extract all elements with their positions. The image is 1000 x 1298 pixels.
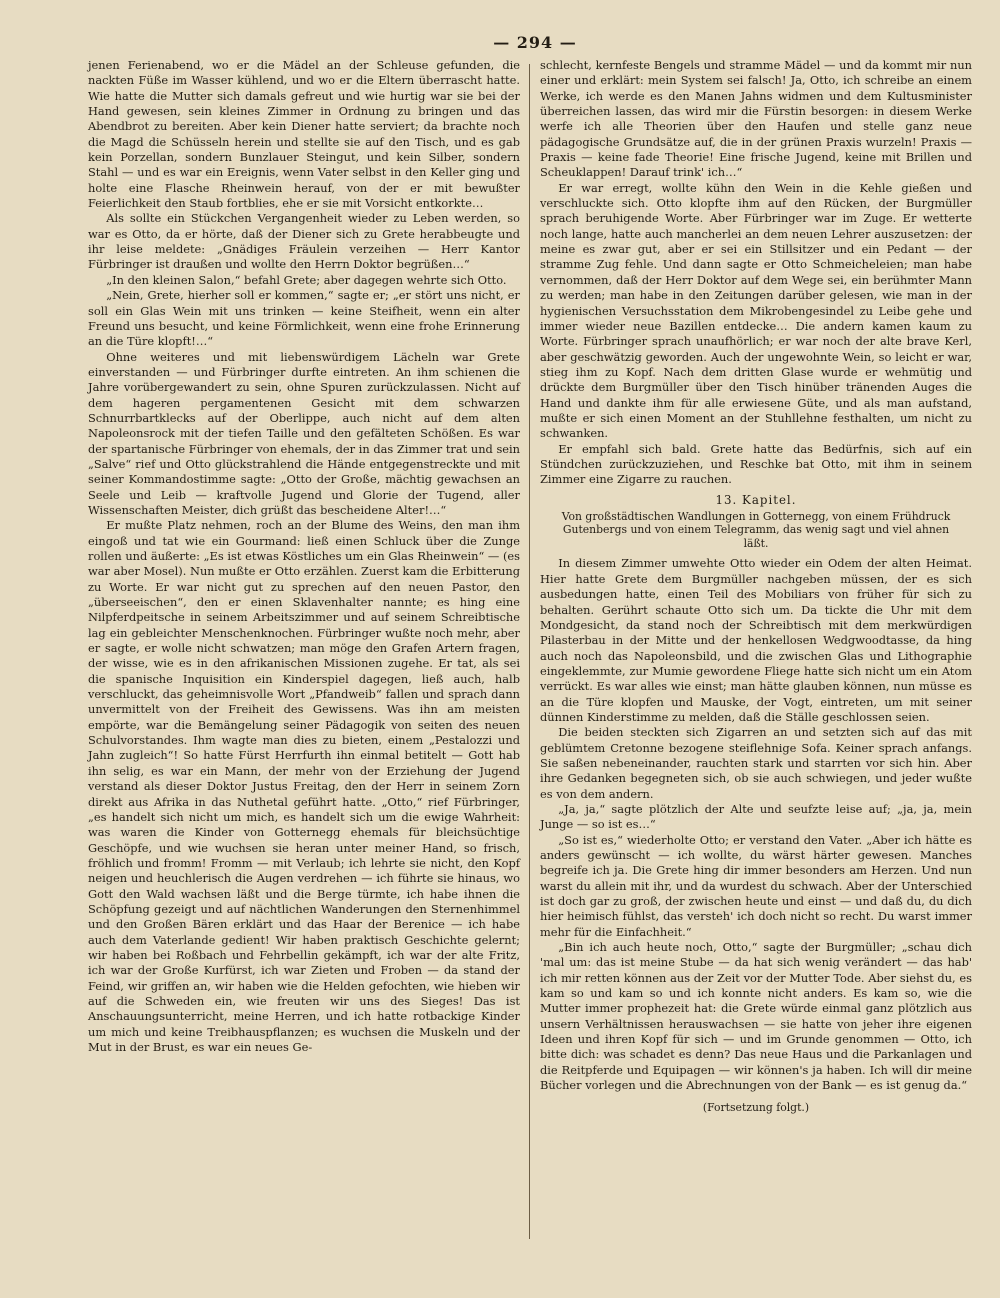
paragraph: schlecht, kernfeste Bengels und stramme Mädel — und da kommt mir nun einer und erklärt: mein System sei falsch! Ja, Otto, ich schreibe an einem Werke, ich werde es den Manen Jahns widmen und dem Kultusminister überreichen lassen, das wird mir die Fürstin besorgen: in diesem Werke werfe ich alle Theorien über den Haufen und stelle ganz neue pädagogische Grundsätze auf, die in der grünen Praxis wurzeln! Praxis — Praxis — keine fade Theorie! Eine frische Jugend, keine mit Brillen und Scheuklappen! Darauf trink' ich…“ bbox=[540, 58, 972, 180]
paragraph: jenen Ferienabend, wo er die Mädel an der Schleuse gefunden, die nackten Füße im Wasser kühlend, und wo er die Eltern überrascht hatte. Wie hatte die Mutter sich damals gefreut und wie hurtig war sie bei der Hand gewesen, sein kleines Zimmer in Ordnung zu bringen und das Abendbrot zu bereiten. Aber kein Diener hatte serviert; da brachte noch die Magd die Schüsseln herein und stellte sie auf den Tisch, und es gab kein Porzellan, sondern Bunzlauer Steingut, und kein Silber, sondern Stahl — und es war ein Ereignis, wenn Vater selbst in den Keller ging und holte eine Flasche Rheinwein herauf, von der er mit bewußter Feierlichkeit den Staub fortblies, ehe er sie mit Vorsicht entkorkte… bbox=[88, 58, 520, 211]
left-column bbox=[88, 58, 520, 1055]
continuation-note: (Fortsetzung folgt.) bbox=[702, 1100, 810, 1114]
chapter-title: 13. Kapitel. bbox=[715, 492, 797, 507]
paragraph: „In den kleinen Salon,“ befahl Grete; aber dagegen wehrte sich Otto. bbox=[106, 272, 507, 287]
page-number: — 294 — bbox=[493, 33, 577, 52]
column-divider bbox=[529, 64, 530, 1239]
paragraph: „So ist es,“ wiederholte Otto; er verstand den Vater. „Aber ich hätte es anders gewünscht — ich wollte, du wärst härter gewesen. Manches begreife ich ja. Die Grete hing dir immer besonders am Herzen. Und nun warst du allein mit ihr, und da wurdest du schwach. Aber der Unterschied ist doch gar zu groß, der zwischen heute und einst — und daß du, du dich hier heimisch fühlst, das versteh' ich doch nicht so recht. Du warst immer mehr für die Einfachheit.“ bbox=[540, 832, 972, 939]
right-column bbox=[540, 58, 972, 1115]
chapter-summary: Von großstädtischen Wandlungen in Gotternegg, von einem Frühdruck Gutenbergs und von einem Telegramm, das wenig sagt und viel ahnen läßt. bbox=[561, 509, 951, 550]
paragraph: Ohne weiteres und mit liebenswürdigem Lächeln war Grete einverstanden — und Fürbringer durfte eintreten. An ihm schienen die Jahre vorübergewandert zu sein, ohne Spuren zurückzulassen. Nicht auf dem hageren pergamentenen Gesicht mit dem schwarzen Schnurrbartklecks auf der Oberlippe, auch nicht auf dem alten Napoleonsrock mit der tiefen Taille und den gefälteten Schößen. Es war der spartanische Fürbringer von ehemals, der in das Zimmer trat und sein „Salve“ rief und Otto glückstrahlend die Hände entgegenstreckte und mit seiner Kommandostimme sagte: „Otto der Große, mächtig gewachsen an Seele und Leib — kraftvolle Jugend und Glorie der Tugend, aller Wissenschaften Meister, dich grüßt das bescheidene Alter!…“ bbox=[88, 349, 521, 517]
paragraph: „Bin ich auch heute noch, Otto,“ sagte der Burgmüller; „schau dich 'mal um: das ist meine Stube — da hat sich wenig verändert — das hab' ich mir retten können aus der Zeit vor der Mutter Tode. Aber siehst du, es kam so und kam so und ich konnte nicht anders. Es kam so, wie die Mutter immer prophezeit hat: die Grete würde einmal ganz plötzlich aus unsern Verhältnissen herauswachsen — sie hatte von jeher ihre eigenen Ideen und ihren Kopf für sich — und im Grunde genommen — Otto, ich bitte dich: was schadet es denn? Das neue Haus und die Parkanlagen und die Reitpferde und Equipagen — wir können's ja haben. Ich will dir meine Bücher vorlegen und die Abrechnungen von der Bank — es ist genug da.“ bbox=[540, 940, 972, 1093]
paragraph: In diesem Zimmer umwehte Otto wieder ein Odem der alten Heimat. Hier hatte Grete dem Burgmüller nachgeben müssen, der es sich ausbedungen hatte, einen Teil des Mobiliars von früher für sich zu behalten. Gerührt schaute Otto sich um. Da tickte die Uhr mit dem Mondgesicht, da stand noch der Schreibtisch mit dem merkwürdigen Pilasterbau in der Mitte und der henkellosen Wedgwoodtasse, da hing auch noch das Napoleonsbild, und die zwischen Glas und Lithographie eingeklemmte, zur Mumie gewordene Fliege hatte sich nicht um ein Atom verrückt. Es war alles wie einst; man hätte glauben können, nun müsse es an die Türe klopfen und Mauske, der Vogt, eintreten, um mit seiner dünnen Kinderstimme zu melden, daß die Ställe geschlossen seien. bbox=[540, 556, 972, 724]
paragraph: Als sollte ein Stückchen Vergangenheit wieder zu Leben werden, so war es Otto, da er hörte, daß der Diener sich zu Grete herabbeugte und ihr leise meldete: „Gnädiges Fräulein verzeihen — Herr Kantor Fürbringer ist draußen und wollte den Herrn Doktor begrüßen…“ bbox=[88, 211, 520, 272]
paragraph: Er empfahl sich bald. Grete hatte das Bedürfnis, sich auf ein Stündchen zurückzuziehen, und Reschke bat Otto, mit ihm in seinem Zimmer eine Zigarre zu rauchen. bbox=[540, 441, 972, 487]
paragraph: Die beiden steckten sich Zigarren an und setzten sich auf das mit geblümtem Cretonne bezogene steiflehnige Sofa. Keiner sprach anfangs. Sie saßen nebeneinander, rauchten stark und starrten vor sich hin. Aber ihre Gedanken begegneten sich, ob sie auch schwiegen, und jeder wußte es von dem andern. bbox=[540, 725, 972, 801]
paragraph: „Ja, ja,“ sagte plötzlich der Alte und seufzte leise auf; „ja, ja, mein Junge — so ist es…“ bbox=[540, 801, 972, 832]
paragraph: „Nein, Grete, hierher soll er kommen,“ sagte er; „er stört uns nicht, er soll ein Glas Wein mit uns trinken — keine Steifheit, wenn ein alter Freund uns besucht, und keine Förmlichkeit, wenn eine frohe Erinnerung an die Türe klopft!…“ bbox=[88, 288, 520, 349]
paragraph: Er mußte Platz nehmen, roch an der Blume des Weins, den man ihm eingoß und tat wie ein Gourmand: ließ einen Schluck über die Zunge rollen und äußerte: „Es ist etwas Köstliches um ein Glas Rheinwein“ — (es war aber Mosel). Nun mußte er Otto erzählen. Zuerst kam die Erbitterung zu Worte. Er war nicht gut zu sprechen auf den neuen Pastor, den „überseeischen“, den er einen Sklavenhalter nannte; es hing eine Nilpferdpeitsche in seinem Arbeitszimmer und auf seinem Schreibtische lag ein gebleichter Menschenknochen. Fürbringer wußte noch mehr, aber er sagte, er wolle nicht schwatzen; man möge den Grafen Artern fragen, der wisse, wie es in den afrikanischen Missionen zugehe. Er tat, als sei die spanische Inquisition ein Kinderspiel dagegen, ließ auch, halb verschluckt, das geheimnisvolle Wort „Pfandweib“ fallen und sprach dann unvermittelt von der Freiheit des Gewissens. Was ihn am meisten empörte, war die Bemängelung seiner Pädagogik von seiten des neuen Schulvorstandes. Ihm wagte man dies zu bieten, einem „Pestalozzi und Jahn zugleich“! So hatte Fürst Herrfurth ihn einmal betitelt — Gott hab ihn selig, es war ein Mann, der mehr von der Erziehung der Jugend verstand als dieser Doktor Justus Freitag, den der Herr in seinem Zorn direkt aus Afrika in das Nuthetal geführt hatte. „Otto,“ rief Fürbringer, „es handelt sich nicht um mich, es handelt sich um die ewige Wahrheit: was waren die Kinder von Gotternegg ehemals für bleichsüchtige Geschöpfe, und wie wuchsen sie heran unter meiner Hand, so frisch, fröhlich und fromm! Fromm — mit Verlaub; ich lehrte sie nicht, den Kopf neigen und heuchlerisch die Augen verdrehen — ich führte sie hinaus, wo Gott den Wald wachsen läßt und die Berge türmte, ich habe ihnen die Schöpfung gezeigt und auf nächtlichen Wanderungen den Sternenhimmel und den Großen Bären erklärt und das Haar der Berenice — ich habe auch dem Vaterlande gedient! Wir haben praktisch Geschichte gelernt; wir haben bei Roßbach und Fehrbellin gekämpft, ich war der alte Fritz, ich war der Große Kurfürst, ich war Zieten und Froben — da stand der Feind, wir griffen an, wir haben wie die Helden gefochten, wie hieben wir auf die Schweden ein, wie freuten wir uns des Sieges! Das ist Anschauungsunterricht, meine Herren, und ich hatte rotbackige Kinder um mich und keine Treibhauspflanzen; es wuchsen die Muskeln und der Mut in der Brust, es war ein neues Ge- bbox=[88, 518, 520, 1054]
paragraph: Er war erregt, wollte kühn den Wein in die Kehle gießen und verschluckte sich. Otto klopfte ihm auf den Rücken, der Burgmüller sprach beruhigende Worte. Aber Fürbringer war im Zuge. Er wetterte noch lange, hatte auch mancherlei an dem neuen Lehrer auszusetzen: der meine es zwar gut, aber er sei ein Stillsitzer und ein Pedant — der stramme Zug fehle. Und dann sagte er Otto Schmeicheleien; man habe vernommen, daß der Herr Doktor auf dem Wege sei, ein berühmter Mann zu werden; man habe in den Zeitungen darüber gelesen, wie man in der hygienischen Versuchsstation dem Mikrobengesindel zu Leibe gehe und immer wieder neue Bazillen entdecke… Die andern kamen kaum zu Worte. Fürbringer sprach unaufhörlich; er war noch der alte brave Kerl, aber geschwätzig geworden. Auch der ungewohnte Wein, so leicht er war, stieg ihm zu Kopf. Nach dem dritten Glase wurde er wehmütig und drückte dem Burgmüller über den Tisch hinüber tränenden Auges die Hand und dankte ihm für alle erwiesene Güte, und als man aufstand, mußte er sich einen Moment an der Stuhllehne festhalten, um nicht zu schwanken. bbox=[540, 180, 972, 441]
